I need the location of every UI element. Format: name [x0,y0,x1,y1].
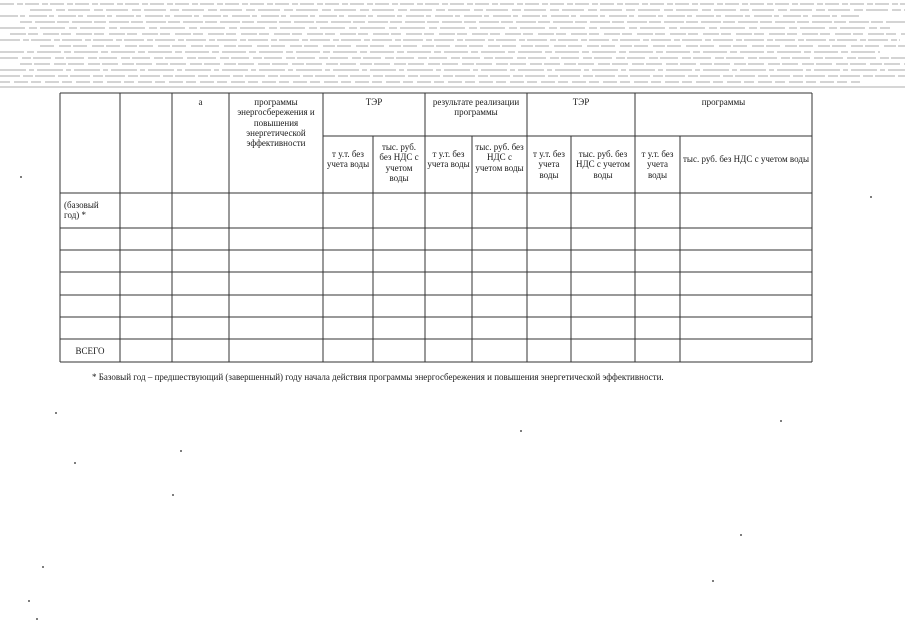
header-col4-program: программы энергосбережения и повышения энергетической эффективности [237,97,315,149]
header-group4-program: программы [701,97,746,107]
scan-speck [870,196,872,198]
scan-speck [28,600,30,602]
subheader-g4-rub: тыс. руб. без НДС с учетом воды [683,154,809,164]
row-total-label: ВСЕГО [75,345,105,356]
scan-speck [20,176,22,178]
footnote: * Базовый год – предшествующий (завершенный) году начала действия программы энергосбережения и повышения энергетической эффективности. [92,372,664,382]
scan-speck [172,494,174,496]
subheader-g2-rub: тыс. руб. без НДС с учетом воды [475,142,524,173]
header-group2-result: результате реализации программы [432,97,520,118]
header-col3-fragment: а [198,97,203,107]
subheader-g3-unit: т у.т. без учета воды [533,149,565,180]
scan-speck [42,566,44,568]
subheader-g3-rub: тыс. руб. без НДС с учетом воды [576,149,630,180]
subheader-g1-rub: тыс. руб. без НДС с учетом воды [379,142,419,184]
scan-speck [55,412,57,414]
header-group1-ter: ТЭР [365,97,383,107]
subheader-g2-unit: т у.т. без учета воды [427,149,470,170]
scan-speck [740,534,742,536]
scan-speck [74,462,76,464]
scan-speck [780,420,782,422]
header-group3-ter: ТЭР [572,97,590,107]
scan-speck [180,450,182,452]
subheader-g1-unit: т у.т. без учета воды [326,149,370,170]
scan-speck [712,580,714,582]
subheader-g4-unit: т у.т. без учета воды [641,149,674,180]
scan-speck [520,430,522,432]
scan-speck [36,618,38,620]
row-base-year-label: (базовый год) * [64,200,99,221]
